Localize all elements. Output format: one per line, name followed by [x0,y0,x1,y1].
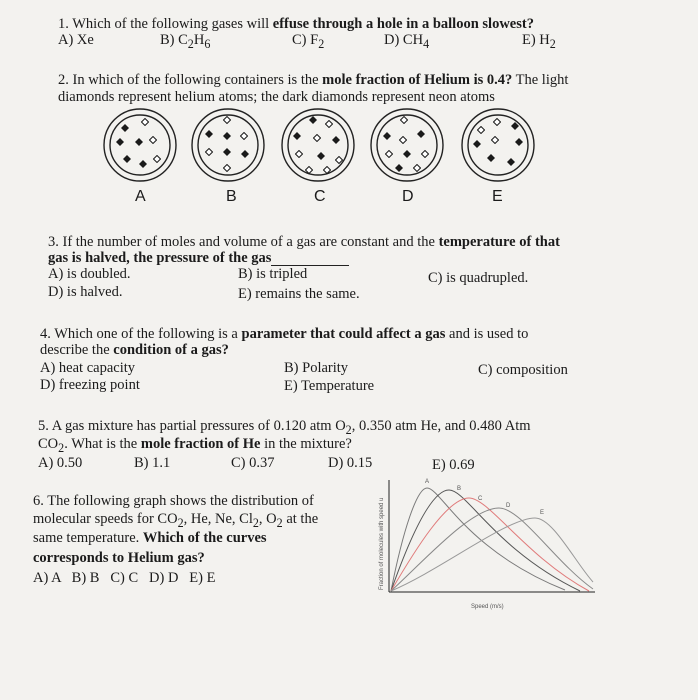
container-label-d: D [402,188,414,205]
q5-option-a: A) 0.50 [38,455,83,471]
containers-diagram [95,108,550,183]
container-c-circle [282,109,354,181]
q3-option-e: E) remains the same. [238,286,360,302]
container-label-e: E [492,188,503,205]
curve-label-a: A [425,479,430,485]
q2-stem-line1: 2. In which of the following containers is the mole fraction of Helium is 0.4? The light [58,72,569,88]
speed-distribution-graph [375,470,600,615]
q1-option-b: B) $C_2H_6$ [160,32,211,51]
q6-stem-line3: same temperature. Which of the curves [33,530,267,546]
answer-blank [271,253,349,266]
q6-stem-line4: corresponds to Helium gas? [33,550,205,566]
q4-option-b: B) Polarity [284,360,349,376]
q5-option-e: E) 0.69 [432,457,475,473]
q3-stem-line1: 3. If the number of moles and volume of a gas are constant and the temperature of that [48,234,560,250]
q1-option-c: C) $F_2$ [292,32,325,51]
q4-option-e: E) Temperature [284,378,375,394]
q3-option-d: D) is halved. [48,284,123,300]
q1-option-a: A) Xe [58,32,94,48]
q5-option-d: D) 0.15 [328,455,373,471]
q3-option-c: C) is quadrupled. [428,270,529,286]
curve-label-e: E [540,510,545,516]
curve-label-b: B [457,486,462,492]
graph-y-label: Fraction of molecules with speed u [379,497,385,590]
q6-options: A) A B) B C) C D) D E) E [33,570,216,586]
curve-label-d: D [506,503,511,509]
q5-option-b: B) 1.1 [134,455,171,471]
curve-c [391,498,589,591]
q3-option-b: B) is tripled [238,266,308,282]
container-label-c: C [314,188,326,205]
q5-option-c: C) 0.37 [231,455,275,471]
curve-b [391,490,580,591]
graph-x-label: Speed (m/s) [471,604,504,610]
q4-option-d: D) freezing point [40,377,140,393]
q3-stem-line2: gas is halved, the pressure of the gas [48,250,349,266]
curve-a [391,488,565,591]
q6-stem-line1: 6. The following graph shows the distribution of [33,493,314,509]
q5-stem-line1: 5. A gas mixture has partial pressures of 0.120 atm $O_2$, 0.350 atm He, and 0.480 Atm [38,418,531,437]
q5-stem-line2: $CO_2$. What is the mole fraction of He in the mixture? [38,436,352,455]
q2-stem-line2: diamonds represent helium atoms; the dark diamonds represent neon atoms [58,89,495,105]
q4-option-a: A) heat capacity [40,360,136,376]
curve-e [391,518,593,591]
q1-option-e: E) $H_2$ [522,32,556,51]
q4-stem-line2: describe the condition of a gas? [40,342,229,358]
q1-stem: 1. Which of the following gases will effuse through a hole in a balloon slowest? [58,16,534,32]
q6-stem-line2: molecular speeds for $CO_2$, He, Ne, $Cl_2$, $O_2$ at the [33,511,319,530]
q1-option-d: D) $CH_4$ [384,32,430,51]
container-label-b: B [226,188,237,205]
q4-option-c: C) composition [478,362,568,378]
container-label-a: A [135,188,146,205]
curve-label-c: C [478,496,483,502]
q4-stem-line1: 4. Which one of the following is a parameter that could affect a gas and is used to [40,326,529,342]
q3-option-a: A) is doubled. [48,266,131,282]
